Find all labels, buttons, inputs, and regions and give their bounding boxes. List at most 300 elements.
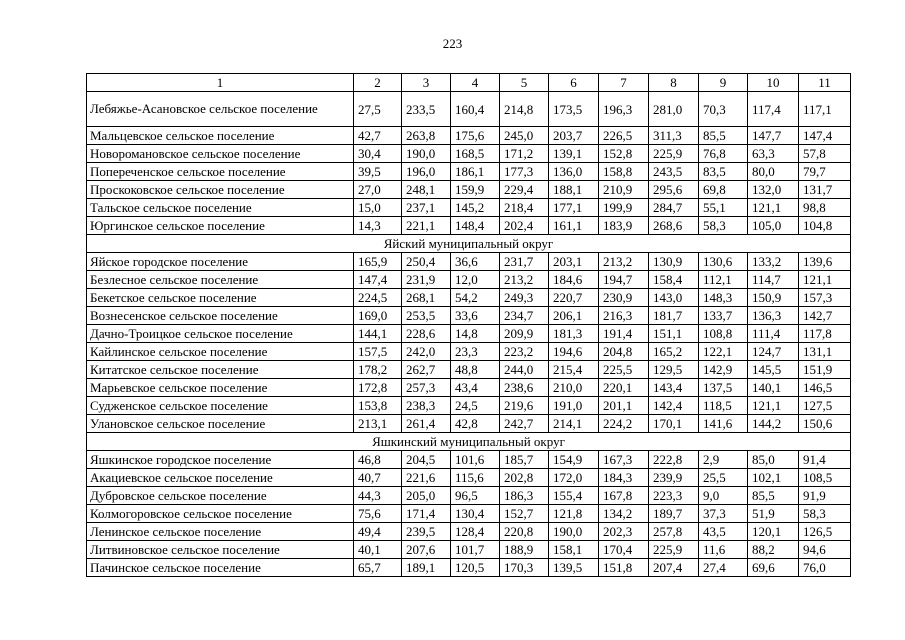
table-cell: 196,0: [402, 163, 451, 181]
table-cell: 214,8: [500, 92, 549, 127]
settlement-name: Яшкинское городское поселение: [87, 451, 354, 469]
table-cell: 33,6: [451, 307, 500, 325]
settlement-name: Колмогоровское сельское поселение: [87, 505, 354, 523]
table-cell: 27,4: [699, 559, 748, 577]
table-cell: 142,9: [699, 361, 748, 379]
settlement-name: Лебяжье-Асановское сельское поселение: [87, 92, 354, 127]
table-cell: 137,5: [699, 379, 748, 397]
table-cell: 261,4: [402, 415, 451, 433]
table-cell: 158,8: [599, 163, 649, 181]
table-cell: 147,7: [748, 127, 799, 145]
table-cell: 128,4: [451, 523, 500, 541]
table-cell: 203,7: [549, 127, 599, 145]
table-cell: 177,3: [500, 163, 549, 181]
table-cell: 168,5: [451, 145, 500, 163]
table-row: [87, 541, 851, 559]
column-header: 8: [649, 74, 699, 92]
settlement-name: Марьевское сельское поселение: [87, 379, 354, 397]
table-cell: 250,4: [402, 253, 451, 271]
table-cell: 151,9: [799, 361, 851, 379]
table-cell: 242,0: [402, 343, 451, 361]
table-cell: 185,7: [500, 451, 549, 469]
table-row: [87, 397, 851, 415]
table-cell: 263,8: [402, 127, 451, 145]
table-cell: 202,3: [599, 523, 649, 541]
table-cell: 147,4: [354, 271, 402, 289]
table-cell: 160,4: [451, 92, 500, 127]
table-cell: 210,0: [549, 379, 599, 397]
column-header: 9: [699, 74, 748, 92]
table-row: [87, 217, 851, 235]
table-cell: 151,8: [599, 559, 649, 577]
table-cell: 43,4: [451, 379, 500, 397]
table-cell: 196,3: [599, 92, 649, 127]
table-cell: 242,7: [500, 415, 549, 433]
table-cell: 233,5: [402, 92, 451, 127]
settlement-name: Мальцевское сельское поселение: [87, 127, 354, 145]
table-cell: 210,9: [599, 181, 649, 199]
table-cell: 152,8: [599, 145, 649, 163]
settlement-name: Проскоковское сельское поселение: [87, 181, 354, 199]
table-cell: 122,1: [699, 343, 748, 361]
data-table: [86, 73, 851, 577]
table-cell: 83,5: [699, 163, 748, 181]
table-cell: 239,9: [649, 469, 699, 487]
table-cell: 130,6: [699, 253, 748, 271]
page-number: 223: [442, 36, 463, 51]
table-cell: 153,8: [354, 397, 402, 415]
settlement-name: Пачинское сельское поселение: [87, 559, 354, 577]
table-row: [87, 379, 851, 397]
table-cell: 181,3: [549, 325, 599, 343]
header-row: [87, 74, 851, 92]
table-cell: 118,5: [699, 397, 748, 415]
table-cell: 223,3: [649, 487, 699, 505]
table-cell: 204,8: [599, 343, 649, 361]
table-cell: 226,5: [599, 127, 649, 145]
table-cell: 46,8: [354, 451, 402, 469]
table-cell: 225,9: [649, 541, 699, 559]
table-cell: 2,9: [699, 451, 748, 469]
table-cell: 155,4: [549, 487, 599, 505]
table-cell: 142,7: [799, 307, 851, 325]
table-cell: 40,7: [354, 469, 402, 487]
settlement-name: Судженское сельское поселение: [87, 397, 354, 415]
table-cell: 111,4: [748, 325, 799, 343]
table-cell: 228,6: [402, 325, 451, 343]
table-row: [87, 145, 851, 163]
column-header: 11: [799, 74, 851, 92]
table-cell: 238,3: [402, 397, 451, 415]
table-cell: 281,0: [649, 92, 699, 127]
table-cell: 244,0: [500, 361, 549, 379]
table-cell: 194,7: [599, 271, 649, 289]
table-cell: 157,5: [354, 343, 402, 361]
table-row: [87, 505, 851, 523]
table-cell: 154,9: [549, 451, 599, 469]
table-cell: 85,5: [699, 127, 748, 145]
settlement-name: Вознесенское сельское поселение: [87, 307, 354, 325]
table-cell: 114,7: [748, 271, 799, 289]
table-cell: 225,9: [649, 145, 699, 163]
table-cell: 172,0: [549, 469, 599, 487]
table-cell: 120,1: [748, 523, 799, 541]
table-cell: 96,5: [451, 487, 500, 505]
table-cell: 152,7: [500, 505, 549, 523]
table-cell: 48,8: [451, 361, 500, 379]
table-row: [87, 469, 851, 487]
section-title: Яшкинский муниципальный округ: [87, 433, 851, 451]
table-cell: 229,4: [500, 181, 549, 199]
table-cell: 143,0: [649, 289, 699, 307]
table-row: [87, 559, 851, 577]
table-cell: 117,4: [748, 92, 799, 127]
table-cell: 158,1: [549, 541, 599, 559]
table-cell: 191,0: [549, 397, 599, 415]
table-cell: 134,2: [599, 505, 649, 523]
table-cell: 57,8: [799, 145, 851, 163]
table-cell: 69,8: [699, 181, 748, 199]
table-cell: 58,3: [699, 217, 748, 235]
table-cell: 184,3: [599, 469, 649, 487]
table-cell: 224,2: [599, 415, 649, 433]
table-cell: 219,6: [500, 397, 549, 415]
table-cell: 51,9: [748, 505, 799, 523]
table-cell: 178,2: [354, 361, 402, 379]
table-cell: 215,4: [549, 361, 599, 379]
table-cell: 65,7: [354, 559, 402, 577]
table-cell: 194,6: [549, 343, 599, 361]
table-cell: 221,6: [402, 469, 451, 487]
table-cell: 91,9: [799, 487, 851, 505]
table-cell: 24,5: [451, 397, 500, 415]
section-title: Яйский муниципальный округ: [87, 235, 851, 253]
settlement-name: Литвиновское сельское поселение: [87, 541, 354, 559]
table-cell: 170,3: [500, 559, 549, 577]
table-cell: 239,5: [402, 523, 451, 541]
table-cell: 203,1: [549, 253, 599, 271]
table-cell: 145,5: [748, 361, 799, 379]
table-cell: 12,0: [451, 271, 500, 289]
table-cell: 136,3: [748, 307, 799, 325]
table-row: [87, 487, 851, 505]
table-cell: 248,1: [402, 181, 451, 199]
table-cell: 220,8: [500, 523, 549, 541]
settlement-name: Дубровское сельское поселение: [87, 487, 354, 505]
table-cell: 131,1: [799, 343, 851, 361]
table-row: [87, 163, 851, 181]
table-cell: 186,3: [500, 487, 549, 505]
table-cell: 104,8: [799, 217, 851, 235]
table-cell: 140,1: [748, 379, 799, 397]
table-cell: 311,3: [649, 127, 699, 145]
table-cell: 257,8: [649, 523, 699, 541]
table-cell: 172,8: [354, 379, 402, 397]
table-cell: 223,2: [500, 343, 549, 361]
table-cell: 42,7: [354, 127, 402, 145]
table-cell: 98,8: [799, 199, 851, 217]
table-cell: 91,4: [799, 451, 851, 469]
table-cell: 36,6: [451, 253, 500, 271]
table-cell: 234,7: [500, 307, 549, 325]
table-cell: 167,8: [599, 487, 649, 505]
table-row: [87, 361, 851, 379]
table-cell: 207,6: [402, 541, 451, 559]
table-cell: 175,6: [451, 127, 500, 145]
table-cell: 224,5: [354, 289, 402, 307]
table-cell: 148,4: [451, 217, 500, 235]
table-cell: 133,7: [699, 307, 748, 325]
table-cell: 184,6: [549, 271, 599, 289]
table-cell: 268,6: [649, 217, 699, 235]
table-cell: 249,3: [500, 289, 549, 307]
table-cell: 157,3: [799, 289, 851, 307]
table-cell: 144,1: [354, 325, 402, 343]
table-cell: 127,5: [799, 397, 851, 415]
table-cell: 167,3: [599, 451, 649, 469]
table-cell: 213,2: [599, 253, 649, 271]
table-cell: 262,7: [402, 361, 451, 379]
section-row: [87, 235, 851, 253]
table-cell: 25,5: [699, 469, 748, 487]
table-cell: 121,1: [748, 199, 799, 217]
table-cell: 139,1: [549, 145, 599, 163]
table-cell: 58,3: [799, 505, 851, 523]
table-cell: 201,1: [599, 397, 649, 415]
table-cell: 243,5: [649, 163, 699, 181]
table-cell: 191,4: [599, 325, 649, 343]
settlement-name: Тальское сельское поселение: [87, 199, 354, 217]
table-cell: 43,5: [699, 523, 748, 541]
table-cell: 55,1: [699, 199, 748, 217]
table-cell: 132,0: [748, 181, 799, 199]
table-cell: 231,7: [500, 253, 549, 271]
table-cell: 108,8: [699, 325, 748, 343]
table-cell: 213,1: [354, 415, 402, 433]
table-cell: 186,1: [451, 163, 500, 181]
table-cell: 161,1: [549, 217, 599, 235]
table-cell: 245,0: [500, 127, 549, 145]
table-cell: 27,0: [354, 181, 402, 199]
table-cell: 209,9: [500, 325, 549, 343]
table-row: [87, 127, 851, 145]
table-cell: 14,3: [354, 217, 402, 235]
table-cell: 170,1: [649, 415, 699, 433]
table-cell: 130,4: [451, 505, 500, 523]
table-cell: 268,1: [402, 289, 451, 307]
table-row: [87, 343, 851, 361]
table-cell: 40,1: [354, 541, 402, 559]
table-cell: 54,2: [451, 289, 500, 307]
table-cell: 206,1: [549, 307, 599, 325]
table-cell: 145,2: [451, 199, 500, 217]
table-cell: 158,4: [649, 271, 699, 289]
table-cell: 218,4: [500, 199, 549, 217]
table-row: [87, 181, 851, 199]
table-cell: 238,6: [500, 379, 549, 397]
table-cell: 143,4: [649, 379, 699, 397]
table-cell: 181,7: [649, 307, 699, 325]
table-cell: 253,5: [402, 307, 451, 325]
table-cell: 39,5: [354, 163, 402, 181]
settlement-name: Китатское сельское поселение: [87, 361, 354, 379]
settlement-name: Попереченское сельское поселение: [87, 163, 354, 181]
table-cell: 221,1: [402, 217, 451, 235]
column-header: 4: [451, 74, 500, 92]
table-cell: 230,9: [599, 289, 649, 307]
table-cell: 170,4: [599, 541, 649, 559]
table-row: [87, 199, 851, 217]
table-cell: 42,8: [451, 415, 500, 433]
table-cell: 102,1: [748, 469, 799, 487]
table-cell: 63,3: [748, 145, 799, 163]
table-cell: 190,0: [402, 145, 451, 163]
table-cell: 117,8: [799, 325, 851, 343]
table-cell: 80,0: [748, 163, 799, 181]
table-cell: 151,1: [649, 325, 699, 343]
settlement-name: Безлесное сельское поселение: [87, 271, 354, 289]
table-cell: 183,9: [599, 217, 649, 235]
table-cell: 220,1: [599, 379, 649, 397]
table-cell: 76,0: [799, 559, 851, 577]
table-cell: 115,6: [451, 469, 500, 487]
table-cell: 188,9: [500, 541, 549, 559]
table-cell: 141,6: [699, 415, 748, 433]
settlement-name: Улановское сельское поселение: [87, 415, 354, 433]
table-cell: 204,5: [402, 451, 451, 469]
table-cell: 199,9: [599, 199, 649, 217]
table-cell: 131,7: [799, 181, 851, 199]
table-cell: 146,5: [799, 379, 851, 397]
table-cell: 121,1: [748, 397, 799, 415]
column-header: 7: [599, 74, 649, 92]
column-header: 1: [87, 74, 354, 92]
settlement-name: Ленинское сельское поселение: [87, 523, 354, 541]
table-cell: 284,7: [649, 199, 699, 217]
settlement-name: Акациевское сельское поселение: [87, 469, 354, 487]
table-cell: 189,1: [402, 559, 451, 577]
table-body: [87, 74, 851, 577]
table-cell: 101,6: [451, 451, 500, 469]
table-row: [87, 451, 851, 469]
table-cell: 139,5: [549, 559, 599, 577]
table-cell: 147,4: [799, 127, 851, 145]
table-cell: 79,7: [799, 163, 851, 181]
table-cell: 220,7: [549, 289, 599, 307]
table-cell: 171,2: [500, 145, 549, 163]
table-cell: 70,3: [699, 92, 748, 127]
table-cell: 213,2: [500, 271, 549, 289]
table-cell: 23,3: [451, 343, 500, 361]
table-cell: 30,4: [354, 145, 402, 163]
table-cell: 44,3: [354, 487, 402, 505]
table-cell: 85,5: [748, 487, 799, 505]
table-cell: 139,6: [799, 253, 851, 271]
table-row: [87, 253, 851, 271]
column-header: 3: [402, 74, 451, 92]
table-cell: 120,5: [451, 559, 500, 577]
table-cell: 101,7: [451, 541, 500, 559]
settlement-name: Дачно-Троицкое сельское поселение: [87, 325, 354, 343]
column-header: 2: [354, 74, 402, 92]
table-cell: 237,1: [402, 199, 451, 217]
table-cell: 126,5: [799, 523, 851, 541]
table-cell: 222,8: [649, 451, 699, 469]
table-cell: 142,4: [649, 397, 699, 415]
table-cell: 76,8: [699, 145, 748, 163]
table-cell: 205,0: [402, 487, 451, 505]
table-cell: 14,8: [451, 325, 500, 343]
table-cell: 150,6: [799, 415, 851, 433]
table-cell: 133,2: [748, 253, 799, 271]
table-cell: 177,1: [549, 199, 599, 217]
column-header: 5: [500, 74, 549, 92]
table-cell: 112,1: [699, 271, 748, 289]
table-cell: 129,5: [649, 361, 699, 379]
table-cell: 136,0: [549, 163, 599, 181]
table-cell: 190,0: [549, 523, 599, 541]
table-cell: 189,7: [649, 505, 699, 523]
table-row: [87, 307, 851, 325]
table-cell: 165,9: [354, 253, 402, 271]
table-cell: 171,4: [402, 505, 451, 523]
table-cell: 257,3: [402, 379, 451, 397]
table-cell: 225,5: [599, 361, 649, 379]
table-cell: 11,6: [699, 541, 748, 559]
table-row: [87, 289, 851, 307]
table-cell: 150,9: [748, 289, 799, 307]
table-cell: 75,6: [354, 505, 402, 523]
table-cell: 214,1: [549, 415, 599, 433]
table-row: [87, 325, 851, 343]
table-cell: 188,1: [549, 181, 599, 199]
settlement-name: Бекетское сельское поселение: [87, 289, 354, 307]
table-cell: 124,7: [748, 343, 799, 361]
table-cell: 159,9: [451, 181, 500, 199]
column-header: 6: [549, 74, 599, 92]
table-cell: 85,0: [748, 451, 799, 469]
settlement-name: Кайлинское сельское поселение: [87, 343, 354, 361]
table-cell: 37,3: [699, 505, 748, 523]
table-cell: 202,4: [500, 217, 549, 235]
table-row: [87, 92, 851, 127]
table-cell: 27,5: [354, 92, 402, 127]
table-cell: 148,3: [699, 289, 748, 307]
table-row: [87, 415, 851, 433]
settlement-name: Яйское городское поселение: [87, 253, 354, 271]
table-cell: 121,8: [549, 505, 599, 523]
table-cell: 49,4: [354, 523, 402, 541]
table-row: [87, 271, 851, 289]
table-cell: 117,1: [799, 92, 851, 127]
section-row: [87, 433, 851, 451]
table-row: [87, 523, 851, 541]
table-cell: 105,0: [748, 217, 799, 235]
table-cell: 173,5: [549, 92, 599, 127]
table-cell: 216,3: [599, 307, 649, 325]
table-cell: 144,2: [748, 415, 799, 433]
table-cell: 15,0: [354, 199, 402, 217]
table-cell: 88,2: [748, 541, 799, 559]
table-cell: 169,0: [354, 307, 402, 325]
table-cell: 231,9: [402, 271, 451, 289]
settlement-name: Юргинское сельское поселение: [87, 217, 354, 235]
table-cell: 165,2: [649, 343, 699, 361]
table-cell: 121,1: [799, 271, 851, 289]
column-header: 10: [748, 74, 799, 92]
table-cell: 130,9: [649, 253, 699, 271]
table-cell: 94,6: [799, 541, 851, 559]
